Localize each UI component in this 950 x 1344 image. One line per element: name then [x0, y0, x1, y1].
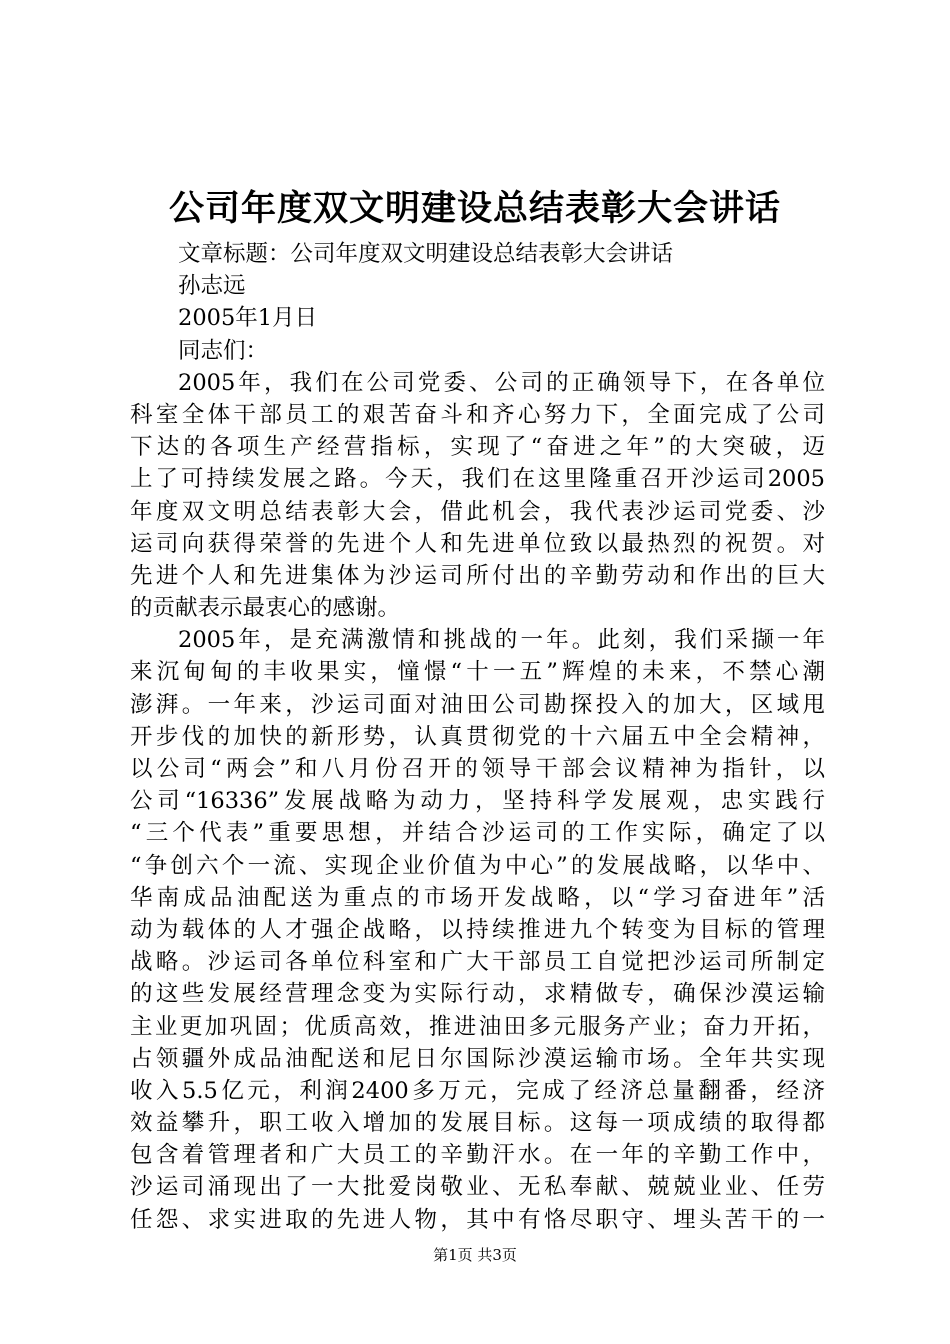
- paragraph-2-line: 战略。沙运司各单位科室和广大干部员工自觉把沙运司所制定: [130, 949, 825, 976]
- document-title: 公司年度双文明建设总结表彰大会讲话: [168, 188, 781, 229]
- paragraph-2-line: 澎湃。一年来，沙运司面对油田公司勘探投入的加大，区域甩: [130, 691, 825, 718]
- paragraph-2-line: 沙运司涌现出了一大批爱岗敬业、无私奉献、兢兢业业、任劳: [130, 1174, 825, 1201]
- date-line: 2005年1月日: [178, 305, 318, 332]
- document-body: [130, 238, 825, 1236]
- paragraph-2-line: 开步伐的加快的新形势，认真贯彻党的十六届五中全会精神，: [130, 723, 825, 750]
- paragraph-2-line: 华南成品油配送为重点的市场开发战略，以“学习奋进年”活: [130, 884, 825, 911]
- salutation-line: 同志们：: [178, 337, 269, 364]
- paragraph-1-line: 科室全体干部员工的艰苦奋斗和齐心努力下，全面完成了公司: [130, 401, 825, 428]
- paragraph-1-line: 年度双文明总结表彰大会，借此机会，我代表沙运司党委、沙: [130, 498, 825, 525]
- paragraph-2-line: 以公司“两会”和八月份召开的领导干部会议精神为指针，以: [130, 756, 825, 782]
- paragraph-1-line: 上了可持续发展之路。今天，我们在这里隆重召开沙运司2005: [130, 466, 825, 493]
- paragraph-1-line: 先进个人和先进集体为沙运司所付出的辛勤劳动和作出的巨大: [130, 562, 825, 589]
- author-line: 孙志远: [178, 273, 246, 300]
- paragraph-2-line: 主业更加巩固；优质高效，推进油田多元服务产业；奋力开拓，: [130, 1013, 825, 1040]
- paragraph-1-line: 的贡献表示最衷心的感谢。: [130, 595, 401, 622]
- paragraph-1-line: 运司向获得荣誉的先进个人和先进单位致以最热烈的祝贺。对: [130, 530, 825, 557]
- paragraph-2-line: “争创六个一流、实现企业价值为中心”的发展战略，以华中、: [130, 852, 825, 879]
- paragraph-2-line: 2005年，是充满激情和挑战的一年。此刻，我们采撷一年: [178, 627, 825, 654]
- paragraph-2-line: 收入5.5亿元，利润2400多万元，完成了经济总量翻番，经济: [130, 1077, 825, 1104]
- paragraph-2-line: 任怨、求实进取的先进人物，其中有恪尽职守、埋头苦干的一: [130, 1206, 825, 1233]
- paragraph-2-line: 动为载体的人才强企战略，以持续推进九个转变为目标的管理: [130, 916, 825, 943]
- paragraph-2-line: 来沉甸甸的丰收果实，憧憬“十一五”辉煌的未来，不禁心潮: [130, 659, 825, 686]
- page-number-footer: 第1页 共3页: [433, 1246, 517, 1264]
- paragraph-2-line: 的这些发展经营理念变为实际行动，求精做专，确保沙漠运输: [130, 981, 825, 1008]
- paragraph-2-line: 包含着管理者和广大员工的辛勤汗水。在一年的辛勤工作中，: [130, 1142, 825, 1169]
- paragraph-2-line: “三个代表”重要思想，并结合沙运司的工作实际，确定了以: [130, 820, 825, 847]
- paragraph-2-line: 公司“16336”发展战略为动力，坚持科学发展观，忠实践行: [130, 788, 825, 815]
- paragraph-2-line: 效益攀升，职工收入增加的发展目标。这每一项成绩的取得都: [130, 1110, 825, 1137]
- paragraph-1-line: 2005年，我们在公司党委、公司的正确领导下，在各单位: [178, 369, 825, 396]
- paragraph-2-line: 占领疆外成品油配送和尼日尔国际沙漠运输市场。全年共实现: [130, 1045, 825, 1072]
- paragraph-1-line: 下达的各项生产经营指标，实现了“奋进之年”的大突破，迈: [130, 434, 825, 461]
- article-title-line: 文章标题：公司年度双文明建设总结表彰大会讲话: [178, 241, 674, 267]
